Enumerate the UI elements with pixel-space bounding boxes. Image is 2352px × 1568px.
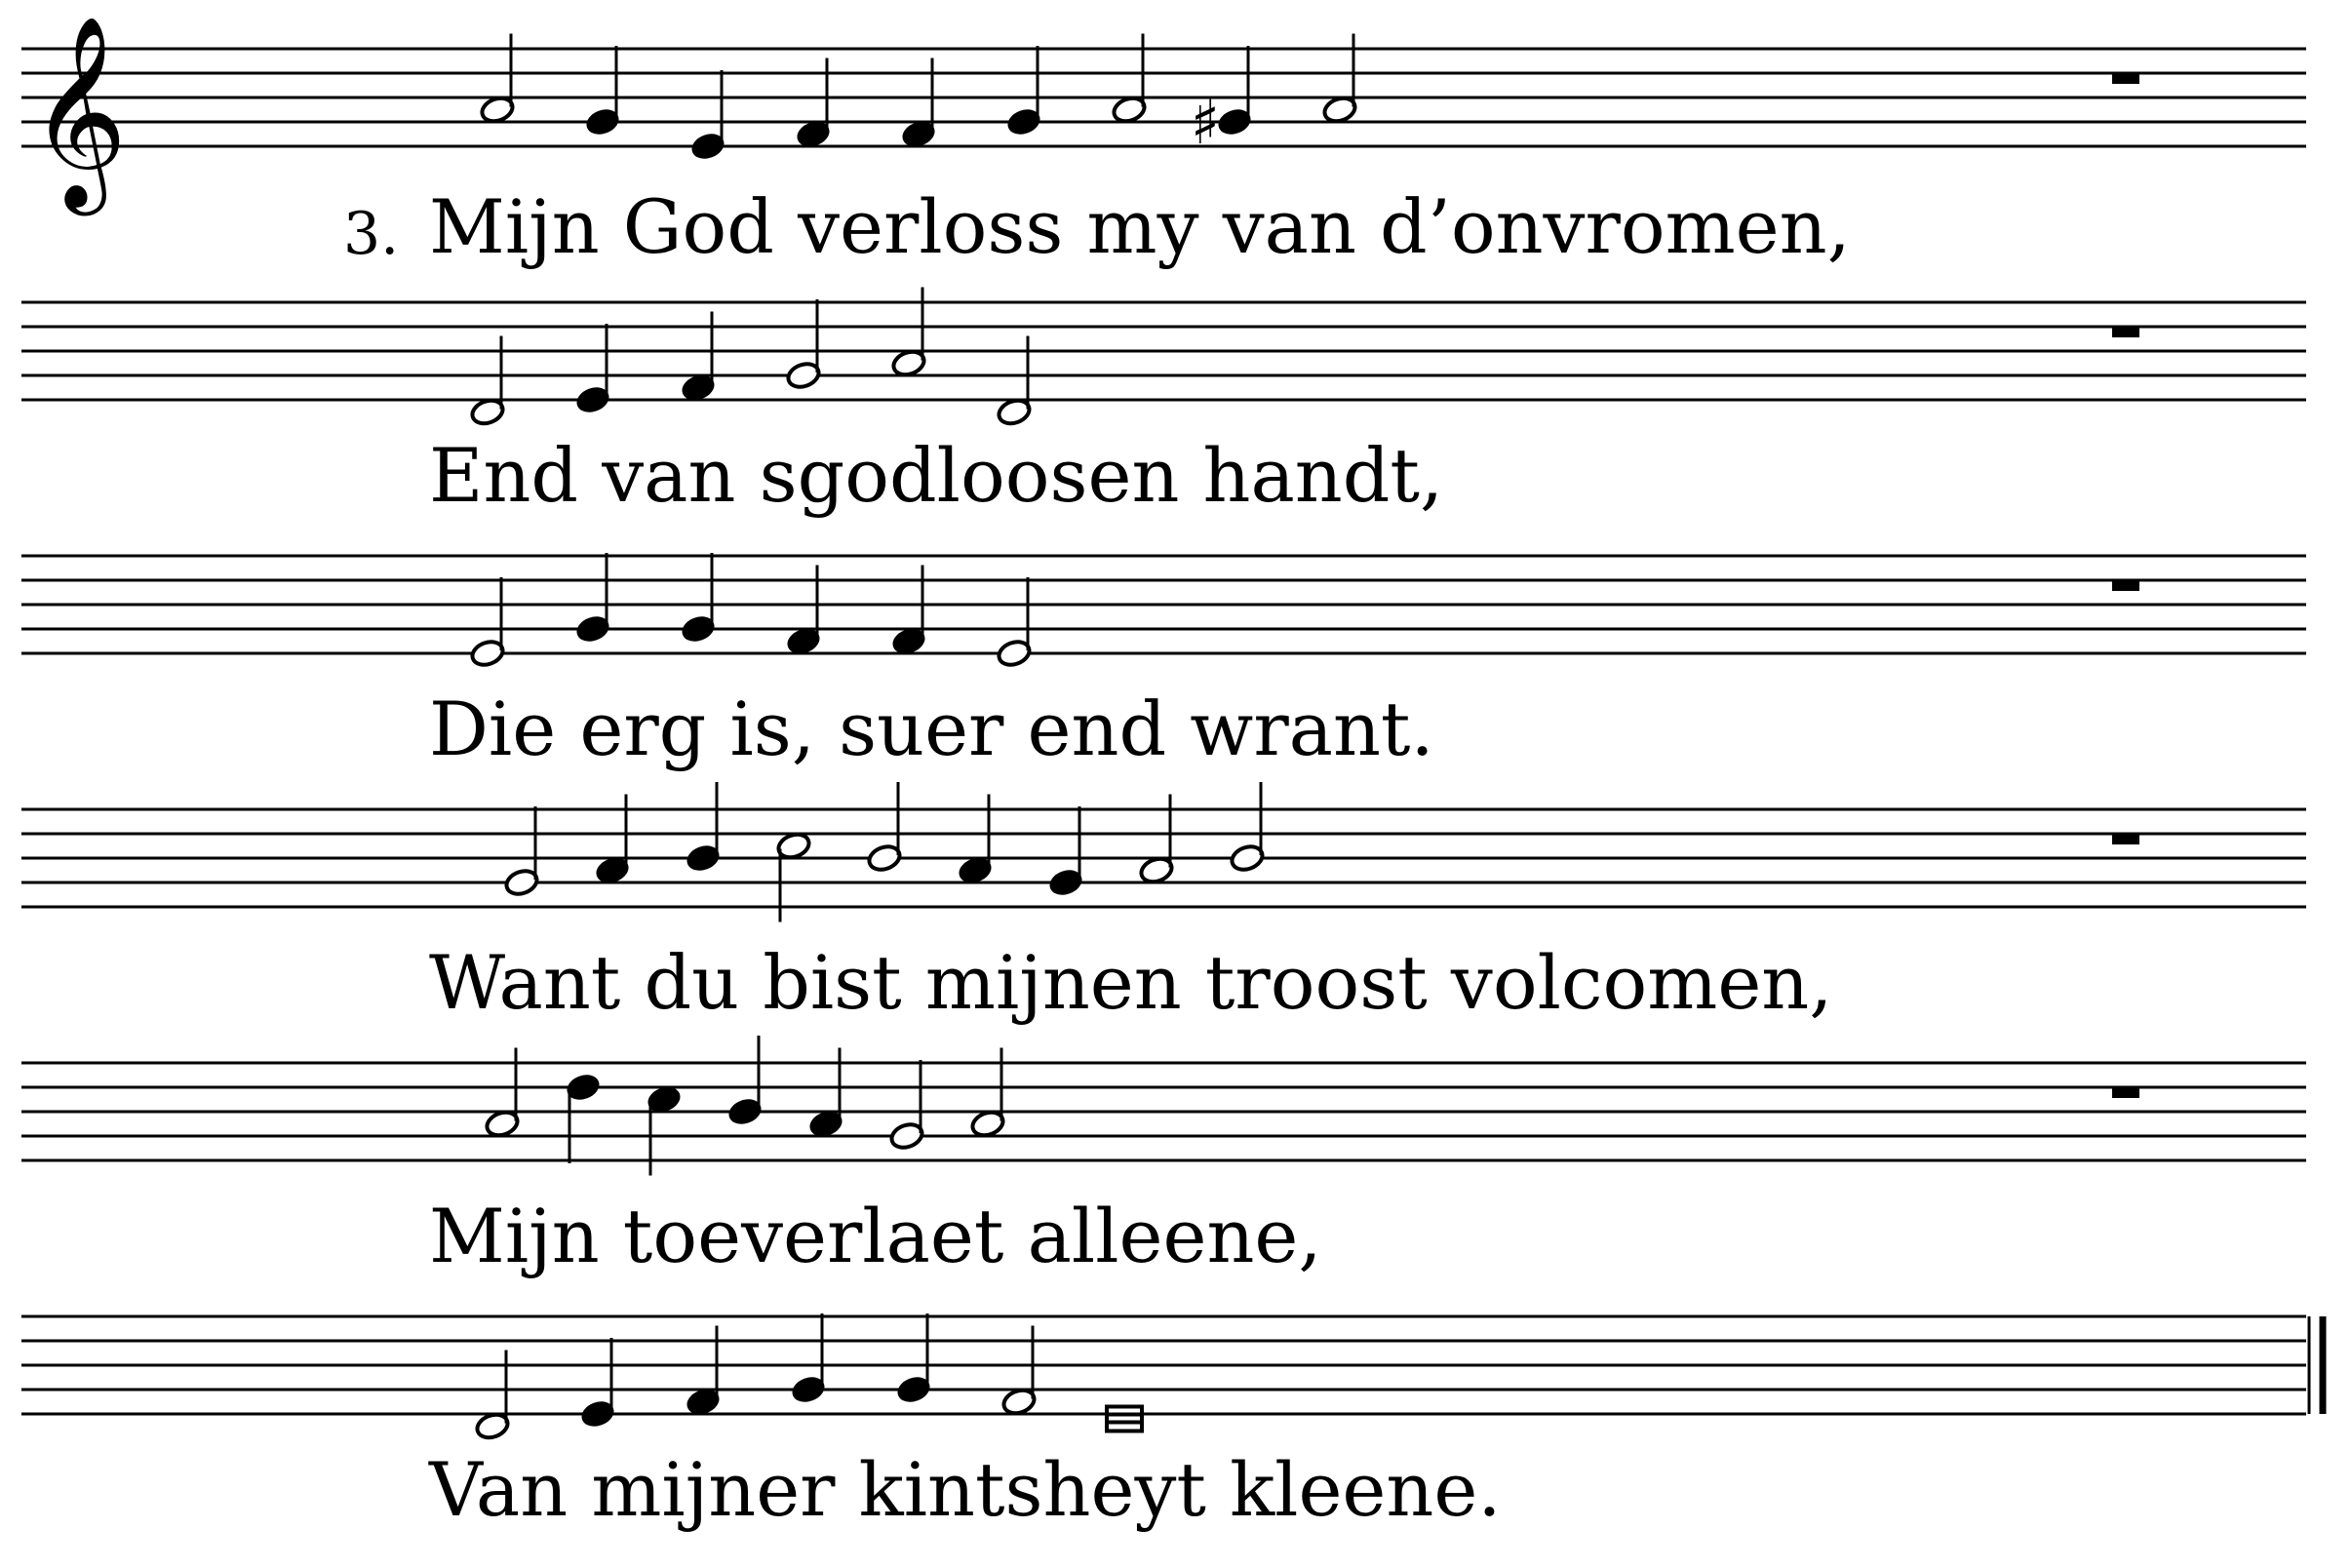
longa-note: [1107, 1407, 1142, 1431]
half-rest-icon: [2112, 579, 2139, 591]
half-rest-icon: [2112, 72, 2139, 84]
staff-system-4: [21, 782, 2306, 922]
half-rest-icon: [2112, 1086, 2139, 1098]
staff-system-5: [21, 1036, 2306, 1176]
staff-system-6: [21, 1313, 2323, 1441]
lyric-line-1: Mijn God verloss my van d’onvromen,: [429, 183, 1851, 270]
lyric-line-4: Want du bist mijnen troost volcomen,: [429, 939, 1833, 1026]
verse-number: 3.: [343, 200, 400, 268]
half-rest-icon: [2112, 833, 2139, 844]
staff-system-2: [21, 288, 2306, 428]
lyric-line-2: End van sgodloosen handt,: [429, 432, 1444, 519]
lyric-line-3: Die erg is, suer end wrant.: [429, 686, 1434, 772]
sharp-icon: ♯: [1191, 87, 1221, 158]
lyric-line-6: Van mijner kintsheyt kleene.: [429, 1446, 1502, 1533]
staff-system-3: [21, 553, 2306, 669]
lyric-line-5: Mijn toeverlaet alleene,: [429, 1193, 1322, 1279]
half-rest-icon: [2112, 326, 2139, 337]
treble-clef-icon: 𝄞: [29, 15, 128, 208]
